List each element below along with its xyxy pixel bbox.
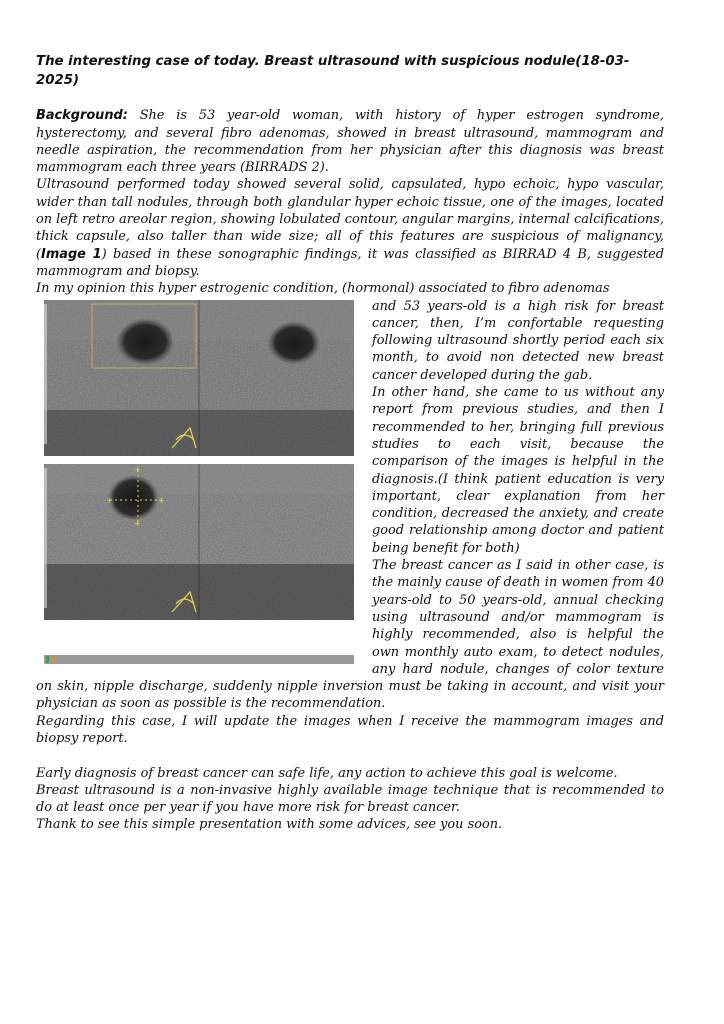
page-title: The interesting case of today. Breast ultrasound with suspicious nodule(18-03-2025) [36, 54, 630, 88]
ultrasound-image-top [44, 300, 354, 456]
paragraph-education: In other hand, she came to us without any report from previous studies, and then I recommended to her, bringing full previous studies to each visit, because the comparison of the images is helpful in the diagnosis.(I think patient education is very important, clear explanation from her condition, decreased the anxiety, and create good relationship among doctor and patient being benefit for both) [372, 385, 664, 556]
findings-pre: Ultrasound performed today showed several solid, capsulated, hypo echoic, hypo vascular, wider than tall nodules, through both glandular hyper echoic tissue, one of the images, located on left retro areolar region, showing lobulated contour, angular margins, internal calcifications, thick capsule, also taller than wide size; all of this features are suspicious of malignancy, ( [36, 177, 664, 262]
background-label: Background: [36, 108, 128, 124]
paragraph-cancer: The breast cancer as I said in other case, is the mainly cause of death in women from 40 years-old to 50 years-old, annual checking using ultrasound and/or mammogram is highly recommended, also is helpful the own monthly auto exam, to detect nodules, any hard nodule, changes of color texture on skin, nipple discharge, suddenly nipple inversion must be taking in account, and visit your physician as soon as possible is the recommendation. [36, 558, 664, 712]
paragraph-opinion-intro: In my opinion this hyper estrogenic condition, (hormonal) associated to fibro adenomas [36, 281, 610, 297]
paragraph-us-findings [36, 176, 664, 280]
svg-text:+: + [158, 495, 165, 505]
status-marker-orange [52, 656, 55, 663]
svg-text:+: + [106, 495, 113, 505]
paragraph-early: Early diagnosis of breast cancer can safe life, any action to achieve this goal is welcome. [36, 765, 618, 781]
paragraph-thanks: Thank to see this simple presentation with some advices, see you soon. [36, 817, 503, 833]
paragraph-ultrasound: Breast ultrasound is a non-invasive highly available image technique that is recommended to do at least once per year if you have more risk for breast cancer. [36, 782, 664, 816]
svg-text:+: + [134, 518, 141, 528]
findings-post: ) based in these sonographic findings, it was classified as BIRRAD 4 B, suggested mammogram and biopsy. [36, 246, 664, 279]
image-reference: Image 1 [41, 246, 102, 262]
ultrasound-image-bottom [44, 464, 354, 620]
paragraph-opinion: and 53 years-old is a high risk for breast cancer, then, I’m confortable requesting following ultrasound shortly period each six month, to avoid non detected new breast cancer developed during the gab. [372, 298, 664, 383]
document [36, 52, 664, 834]
background-text: She is 53 year-old woman, with history of hyper estrogen syndrome, hysterectomy, and several fibro adenomas, showed in breast ultrasound, mammogram and needle aspiration, the recommendation from her physician after this diagnosis was breast mammogram each three years (BIRRADS 2). [36, 108, 664, 176]
status-marker-green [46, 656, 49, 663]
paragraph-background [36, 107, 664, 176]
scanner-status-bar [44, 655, 354, 664]
svg-text:+: + [134, 464, 141, 474]
ultrasound-figure [44, 300, 362, 664]
paragraph-update: Regarding this case, I will update the images when I receive the mammogram images and biopsy report. [36, 713, 664, 746]
